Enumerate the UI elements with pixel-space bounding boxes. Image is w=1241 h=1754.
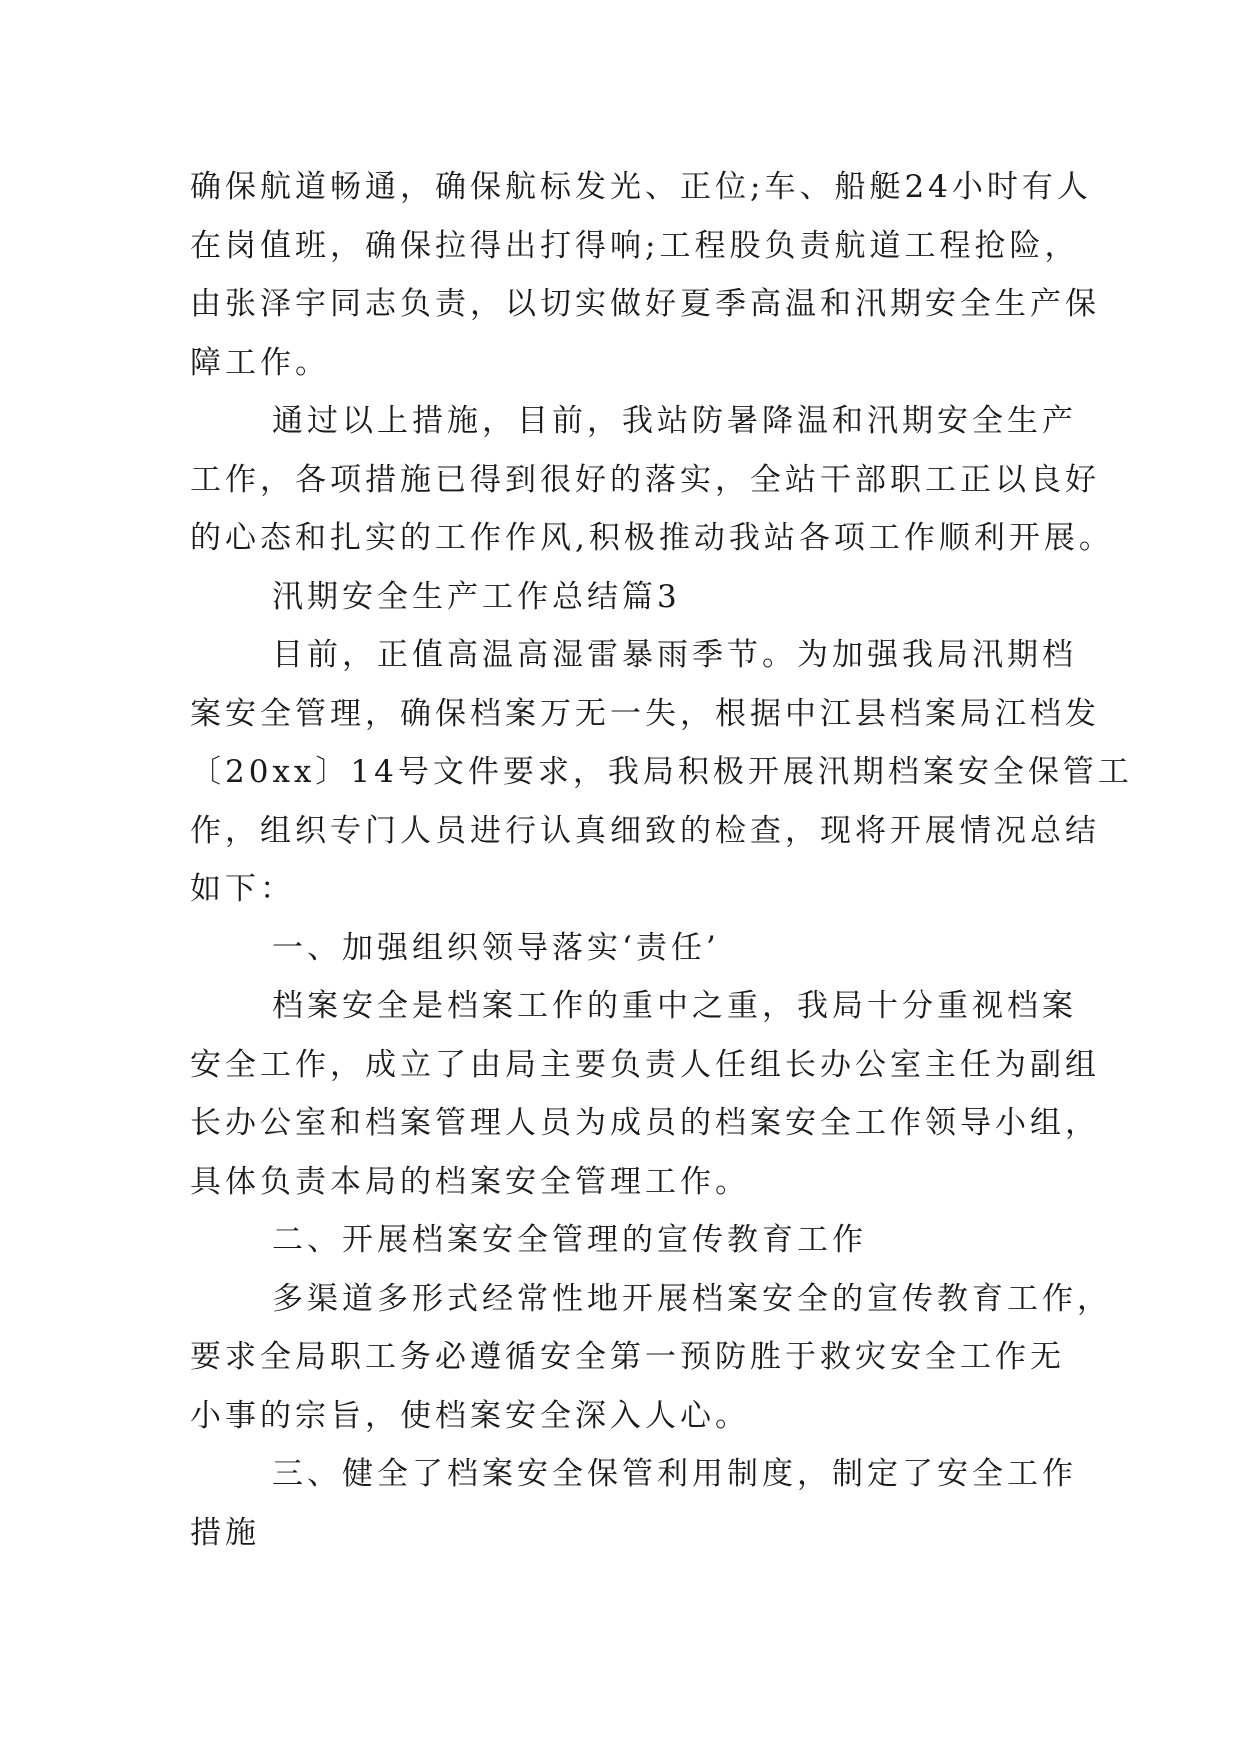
- paragraph-5: [190, 1270, 1112, 1446]
- text-line: 小事的宗旨，使档案安全深入人心。: [190, 1397, 750, 1434]
- heading-line: 二、开展档案安全管理的宣传教育工作: [272, 1222, 867, 1258]
- paragraph-6: [190, 1445, 1077, 1562]
- paragraph-4: [190, 977, 1100, 1211]
- text-line: 障工作。: [190, 344, 330, 381]
- text-line: 措施: [190, 1514, 260, 1551]
- text-line: 目前，正值高温高湿雷暴雨季节。为加强我局汛期档: [272, 637, 1077, 673]
- text-line: 确保航道畅通，确保航标发光、正位;车、船艇24小时有人: [190, 169, 1092, 205]
- paragraph-3: [190, 626, 1133, 919]
- text-line: 多渠道多形式经常性地开展档案安全的宣传教育工作，: [272, 1280, 1112, 1317]
- text-line: 三、健全了档案安全保管利用制度，制定了安全工作: [272, 1456, 1077, 1492]
- subheading-2: [190, 1211, 1060, 1270]
- text-line: 长办公室和档案管理人员为成员的档案安全工作领导小组，: [190, 1105, 1100, 1141]
- text-line: 具体负责本局的档案安全管理工作。: [190, 1163, 750, 1200]
- subheading-1: [190, 919, 1060, 978]
- text-line: 安全工作，成立了由局主要负责人任组长办公室主任为副组: [190, 1046, 1100, 1083]
- text-line: 如下：: [190, 871, 295, 907]
- text-line: 通过以上措施，目前，我站防暑降温和汛期安全生产: [272, 403, 1077, 439]
- text-line: 档案安全是档案工作的重中之重，我局十分重视档案: [272, 988, 1077, 1024]
- text-line: 要求全局职工务必遵循安全第一预防胜于救灾安全工作无: [190, 1339, 1065, 1375]
- paragraph-1: [190, 158, 1100, 392]
- paragraph-2: [190, 392, 1114, 568]
- section-heading: [190, 568, 1060, 627]
- text-line: 〔20xx〕14号文件要求，我局积极开展汛期档案安全保管工: [190, 754, 1133, 790]
- text-line: 工作，各项措施已得到很好的落实，全站干部职工正以良好: [190, 461, 1100, 498]
- document-body: [190, 158, 1133, 1562]
- heading-line: 汛期安全生产工作总结篇3: [272, 578, 681, 615]
- text-line: 由张泽宇同志负责，以切实做好夏季高温和汛期安全生产保: [190, 286, 1100, 322]
- text-line: 作，组织专门人员进行认真细致的检查，现将开展情况总结: [190, 812, 1100, 849]
- text-line: 案安全管理，确保档案万无一失，根据中江县档案局江档发: [190, 695, 1100, 732]
- heading-line: 一、加强组织领导落实‘责任’: [272, 929, 720, 966]
- text-line: 在岗值班，确保拉得出打得响;工程股负责航道工程抢险，: [190, 227, 1080, 264]
- text-line: 的心态和扎实的工作作风,积极推动我站各项工作顺利开展。: [190, 520, 1114, 556]
